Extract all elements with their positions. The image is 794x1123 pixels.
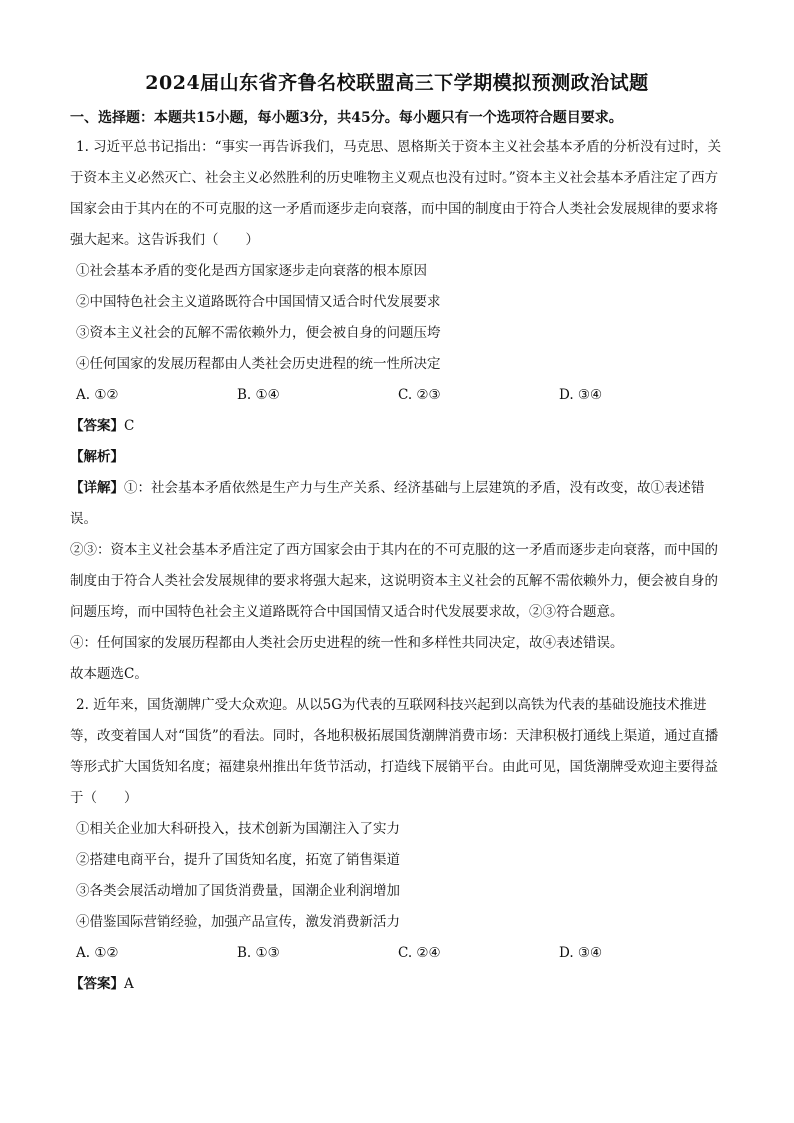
question-1-options bbox=[70, 380, 724, 411]
question-1-option-b: B. ①④ bbox=[237, 387, 280, 403]
question-1-detail-1 bbox=[70, 473, 724, 535]
answer-value: A bbox=[124, 976, 134, 992]
answer-value: C bbox=[124, 418, 135, 434]
question-2-answer bbox=[70, 969, 724, 1000]
question-1-analysis bbox=[70, 442, 724, 473]
question-1-detail-4: 故本题选C。 bbox=[70, 666, 148, 682]
question-1-item-4: ④任何国家的发展历程都由人类社会历史进程的统一性所决定 bbox=[76, 356, 441, 372]
question-1-item-2: ②中国特色社会主义道路既符合中国国情又适合时代发展要求 bbox=[76, 294, 441, 310]
question-2-option-a: A. ①② bbox=[76, 945, 119, 961]
section-heading: 一、选择题：本题共15小题，每小题3分，共45分。每小题只有一个选项符合题目要求。 bbox=[70, 110, 623, 126]
question-2-option-d: D. ③④ bbox=[559, 945, 603, 961]
page-title: 2024届山东省齐鲁名校联盟高三下学期模拟预测政治试题 bbox=[145, 72, 649, 94]
question-1-answer bbox=[70, 411, 724, 442]
question-2-item-3: ③各类会展活动增加了国货消费量，国潮企业利润增加 bbox=[76, 883, 400, 899]
question-1-option-a: A. ①② bbox=[76, 387, 119, 403]
question-1-detail-2: ②③：资本主义社会基本矛盾注定了西方国家会由于其内在的不可克服的这一矛盾而逐步走向衰落，而中国的制度由于符合人类社会发展规律的要求将强大起来，这说明资本主义社会的瓦解不需依赖外力，便会被自身的问题压垮，而中国特色社会主义道路既符合中国国情又适合时代发展要求故，②③符合题意。 bbox=[70, 542, 718, 620]
detail-tag: 【详解】 bbox=[70, 480, 124, 496]
question-1-option-d: D. ③④ bbox=[559, 387, 603, 403]
question-2-item-4: ④借鉴国际营销经验，加强产品宣传，激发消费新活力 bbox=[76, 914, 400, 930]
question-2-item-1: ①相关企业加大科研投入，技术创新为国潮注入了实力 bbox=[76, 821, 400, 837]
question-1-option-c: C. ②③ bbox=[398, 387, 441, 403]
question-2-stem: 2. 近年来，国货潮牌广受大众欢迎。从以5G为代表的互联网科技兴起到以高铁为代表的基础设施技术推进等，改变着国人对“国货”的看法。同时，各地积极拓展国货潮牌消费市场：天津积极打通线上渠道，通过直播等形式扩大国货知名度；福建泉州推出年货节活动，打造线下展销平台。由此可见，国货潮牌受欢迎主要得益于（ ） bbox=[70, 697, 719, 806]
answer-tag: 【答案】 bbox=[70, 976, 124, 992]
question-1-stem: 1. 习近平总书记指出：“事实一再告诉我们，马克思、恩格斯关于资本主义社会基本矛盾的分析没有过时，关于资本主义必然灭亡、社会主义必然胜利的历史唯物主义观点也没有过时。”资本主义社会基本矛盾注定了西方国家会由于其内在的不可克服的这一矛盾而逐步走向衰落，而中国的制度由于符合人类社会发展规律的要求将强大起来。这告诉我们（ ） bbox=[70, 139, 722, 248]
answer-tag: 【答案】 bbox=[70, 418, 124, 434]
question-2-option-b: B. ①③ bbox=[237, 945, 280, 961]
analysis-tag: 【解析】 bbox=[70, 449, 124, 465]
question-1-item-3: ③资本主义社会的瓦解不需依赖外力，便会被自身的问题压垮 bbox=[76, 325, 441, 341]
detail-text: ①：社会基本矛盾依然是生产力与生产关系、经济基础与上层建筑的矛盾，没有改变，故①表述错误。 bbox=[70, 480, 705, 527]
question-2-item-2: ②搭建电商平台，提升了国货知名度，拓宽了销售渠道 bbox=[76, 852, 400, 868]
question-1-detail-3: ④：任何国家的发展历程都由人类社会历史进程的统一性和多样性共同决定，故④表述错误。 bbox=[70, 635, 624, 651]
question-2-option-c: C. ②④ bbox=[398, 945, 441, 961]
question-2-options bbox=[70, 938, 724, 969]
question-1-item-1: ①社会基本矛盾的变化是西方国家逐步走向衰落的根本原因 bbox=[76, 263, 427, 279]
